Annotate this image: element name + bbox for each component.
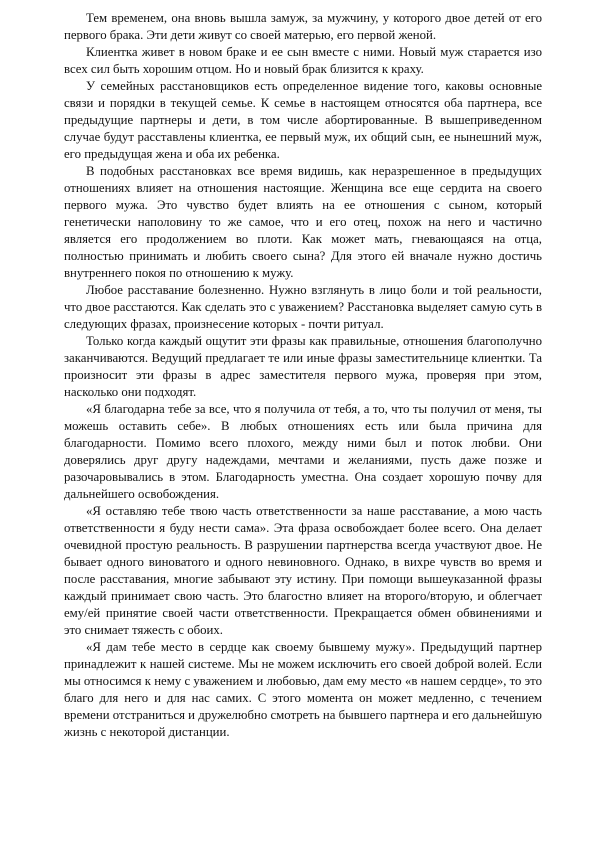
document-body bbox=[64, 10, 542, 741]
paragraph: Любое расставание болезненно. Нужно взглянуть в лицо боли и той реальности, что двое расстаются. Как сделать это с уважением? Расстановка выделяет самую суть в следующих фразах, произнесение которых - почти ритуал. bbox=[64, 283, 542, 331]
paragraph: «Я благодарна тебе за все, что я получила от тебя, а то, что ты получил от меня, ты можешь оставить себе». В любых отношениях есть или была причина для благодарности. Помимо всего плохого, между ними был и поток любви. Они доверялись друг другу надеждами, мечтами и желаниями, пусть даже позже и разочаровывались в этом. Благодарность уместна. Она создает хорошую почву для дальнейшего освобождения. bbox=[64, 402, 542, 501]
paragraph: Тем временем, она вновь вышла замуж, за мужчину, у которого двое детей от его первого брака. Эти дети живут со своей матерью, его первой женой. bbox=[64, 11, 542, 42]
paragraph: «Я дам тебе место в сердце как своему бывшему мужу». Предыдущий партнер принадлежит к нашей системе. Мы не можем исключить его своей доброй волей. Если мы относимся к нему с уважением и любовью, дам ему место «в нашем сердце», то это благо для него и для нас самих. С этого момента он может медленно, с течением времени отстраниться и дружелюбно смотреть на бывшего партнера и его дальнейшую жизнь с некоторой дистанции. bbox=[64, 640, 542, 739]
paragraph: Только когда каждый ощутит эти фразы как правильные, отношения благополучно заканчиваются. Ведущий предлагает те или иные фразы заместительнице клиентки. Та произносит эти фразы в адрес заместителя первого мужа, проверяя при этом, насколько они подходят. bbox=[64, 334, 542, 399]
paragraph: У семейных расстановщиков есть определенное видение того, каковы основные связи и порядки в текущей семье. К семье в настоящем относятся оба партнера, все предыдущие партнеры и дети, в том числе абортированные. В вышеприведенном случае будут расставлены клиентка, ее первый муж, их общий сын, ее нынешний муж, его предыдущая жена и оба их ребенка. bbox=[64, 79, 542, 161]
paragraph: Клиентка живет в новом браке и ее сын вместе с ними. Новый муж старается изо всех сил быть хорошим отцом. Но и новый брак близится к краху. bbox=[64, 45, 542, 76]
paragraph: В подобных расстановках все время видишь, как неразрешенное в предыдущих отношениях влияет на отношения настоящие. Женщина все еще сердита на своего первого мужа. Это чувство будет влиять на ее отношения с сыном, который генетически наполовину то же самое, что и его отец, похож на него и частично является его продолжением во плоти. Как может мать, гневающаяся на отца, полностью принимать и любить своего сына? Для этого ей вначале нужно достичь внутреннего покоя по отношению к мужу. bbox=[64, 164, 542, 280]
paragraph: «Я оставляю тебе твою часть ответственности за наше расставание, а мою часть ответственности я буду нести сама». Эта фраза освобождает более всего. Она делает очевидной простую реальность. В разрушении партнерства всегда участвуют двое. Не бывает одного виноватого и одного невиновного. Однако, в вихре чувств во время и после расставания, многие забывают эту истину. При помощи вышеуказанной фразы каждый принимает свою часть. Это благостно влияет на второго/вторую, и облегчает ему/ей принятие своей части ответственности. Прекращается обмен обвинениями и это снимает тяжесть с обоих. bbox=[64, 504, 542, 637]
